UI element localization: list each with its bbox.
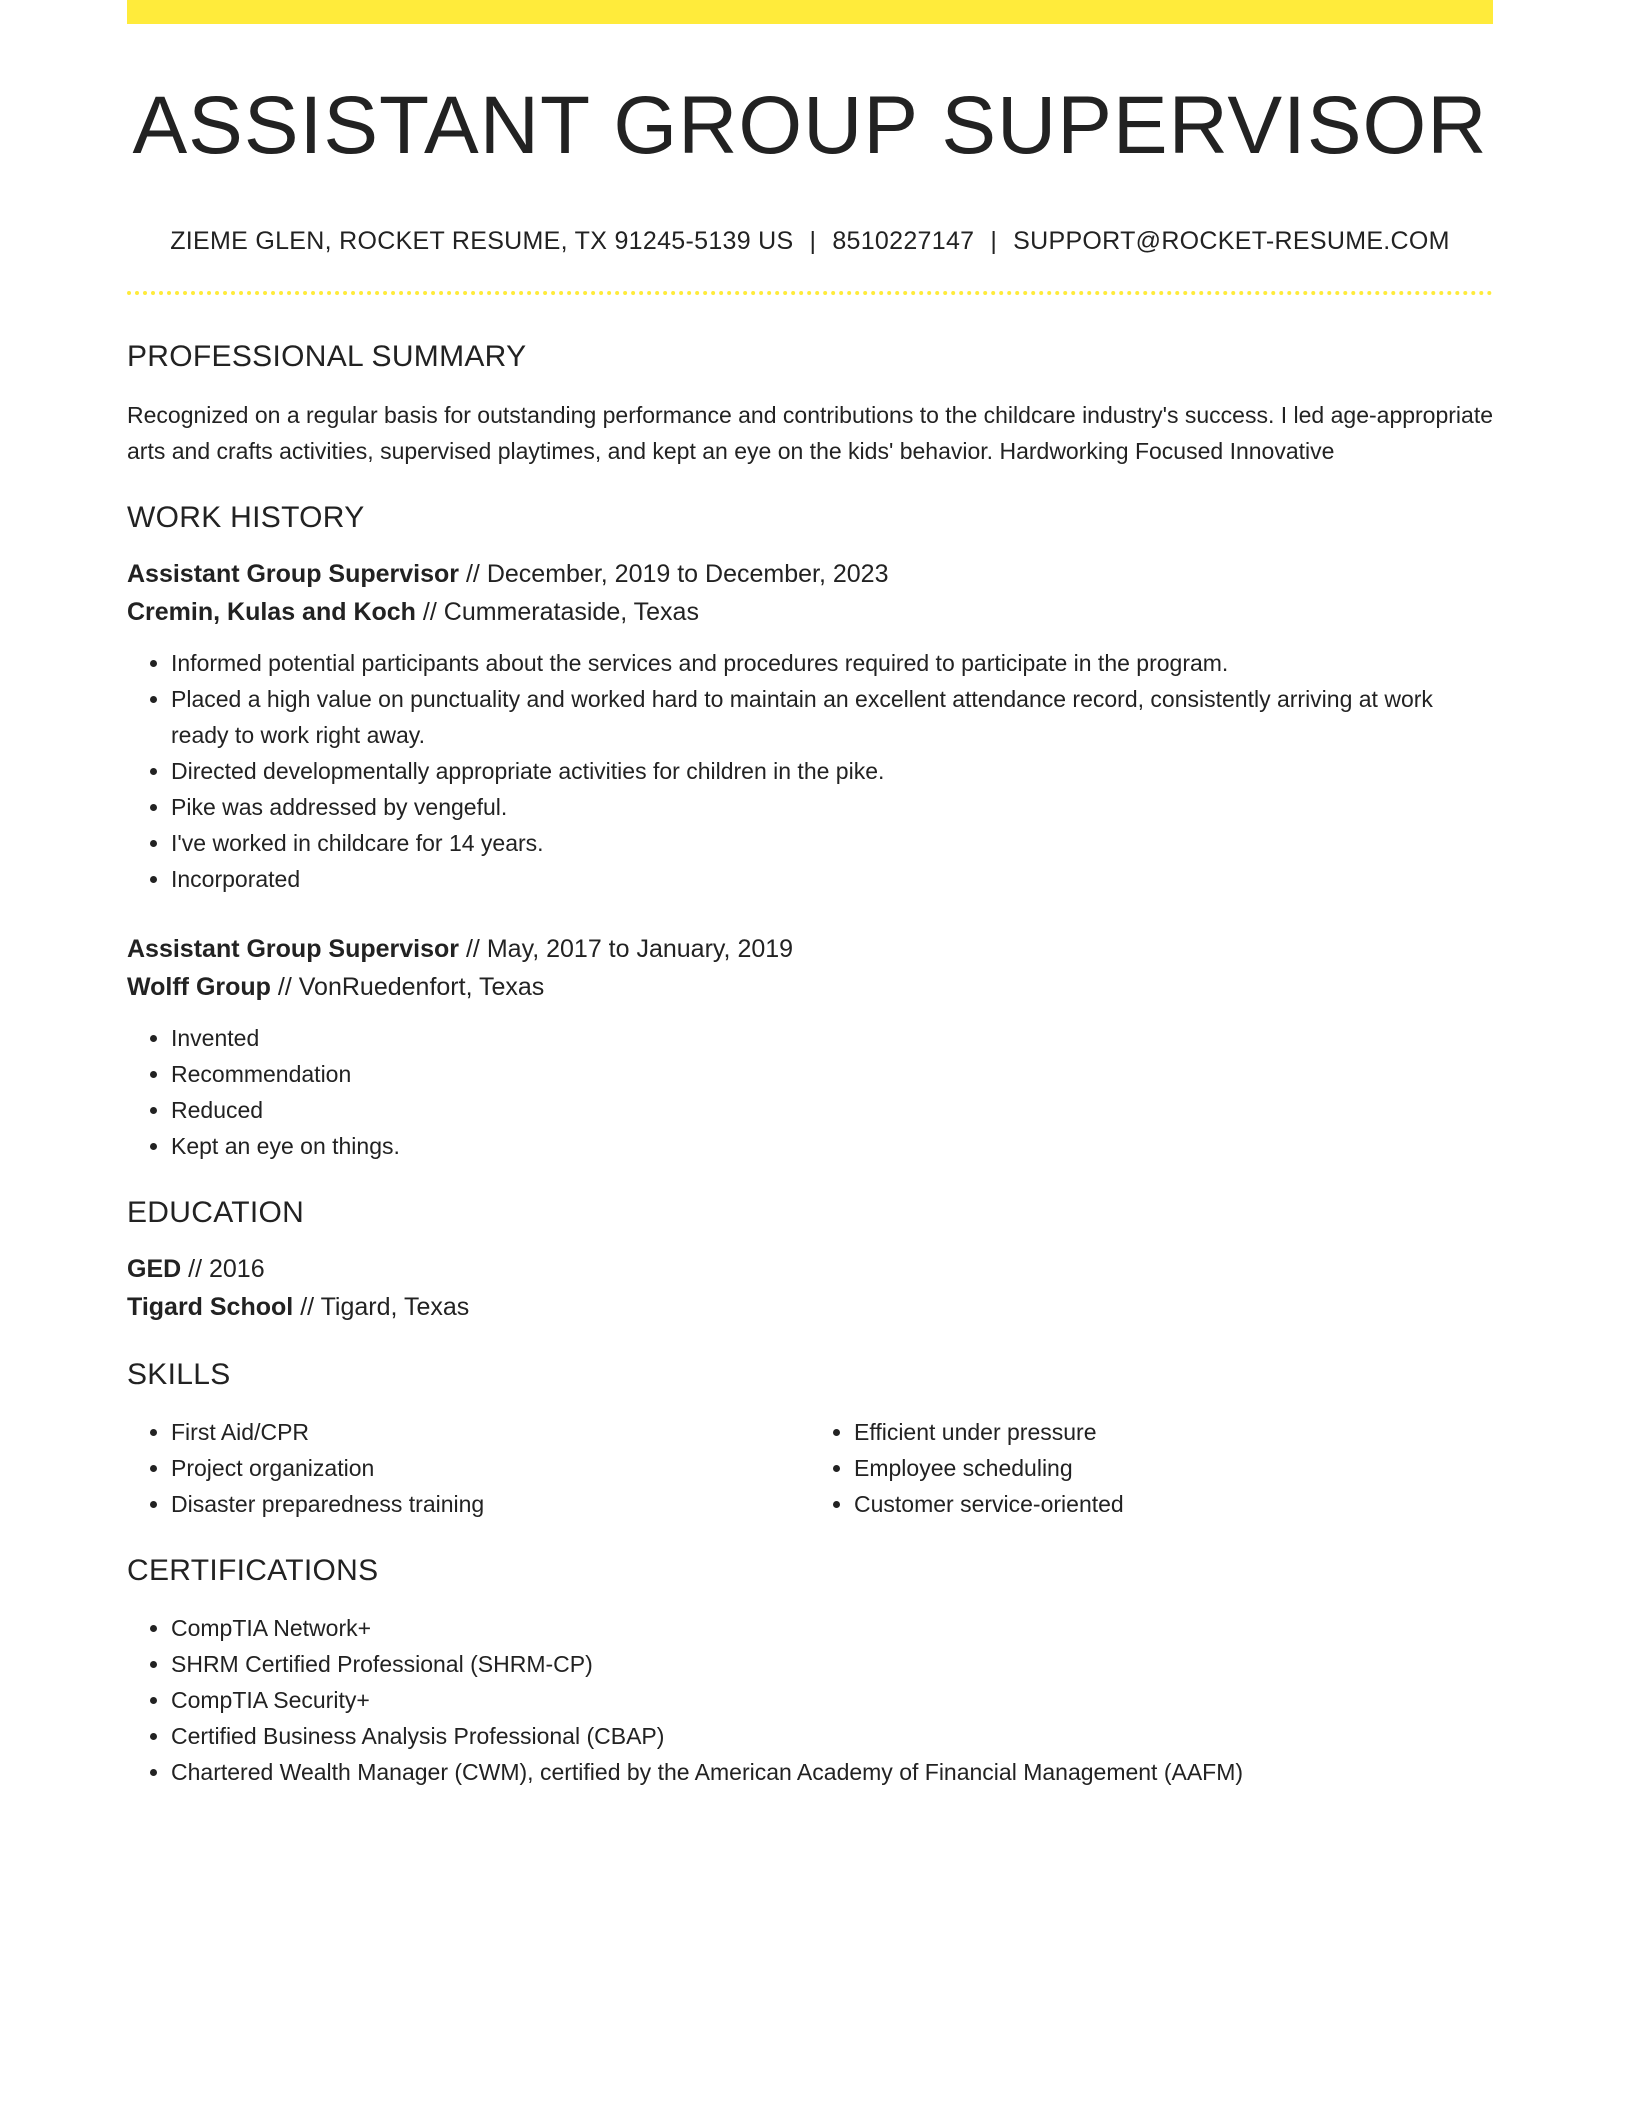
- job-company: Wolff Group: [127, 973, 271, 1002]
- job-role: Assistant Group Supervisor: [127, 560, 460, 589]
- job-bullet: • Recommendation: [171, 1056, 1493, 1092]
- education-degree-line: [127, 1250, 1493, 1288]
- education-entry: [127, 1250, 1493, 1326]
- skills-columns: [127, 1414, 1493, 1522]
- job-company-line: [127, 593, 1493, 631]
- skill-item: • Customer service-oriented: [854, 1486, 1493, 1522]
- contact-line: [127, 229, 1493, 254]
- education-location: Tigard, Texas: [320, 1293, 470, 1322]
- job-entry: [127, 555, 1493, 897]
- education-year: 2016: [209, 1255, 265, 1284]
- job-bullet: • Informed potential participants about the services and procedures required to participate in the program.: [171, 645, 1493, 681]
- job-dates: December, 2019 to December, 2023: [486, 560, 889, 589]
- entry-separator: //: [422, 598, 437, 627]
- job-company-line: [127, 968, 1493, 1006]
- contact-separator: |: [990, 227, 998, 256]
- job-bullet: • I've worked in childcare for 14 years.: [171, 825, 1493, 861]
- job-role-line: [127, 555, 1493, 593]
- resume-page: [127, 0, 1493, 1790]
- job-entry: [127, 930, 1493, 1164]
- skills-heading: SKILLS: [127, 1358, 231, 1392]
- job-bullet: • Reduced: [171, 1092, 1493, 1128]
- work-history-heading: WORK HISTORY: [127, 501, 365, 535]
- summary-heading: PROFESSIONAL SUMMARY: [127, 340, 527, 374]
- certification-item: • Chartered Wealth Manager (CWM), certified by the American Academy of Financial Management (AAFM): [171, 1754, 1493, 1790]
- certifications-heading: CERTIFICATIONS: [127, 1554, 379, 1588]
- job-bullet: • Placed a high value on punctuality and worked hard to maintain an excellent attendance record, consistently arriving at work ready to work right away.: [171, 681, 1493, 753]
- job-bullet: • Directed developmentally appropriate activities for children in the pike.: [171, 753, 1493, 789]
- accent-bar: [127, 0, 1493, 24]
- entry-separator: //: [188, 1255, 203, 1284]
- job-location: Cummerataside, Texas: [443, 598, 699, 627]
- job-bullets: [127, 645, 1493, 897]
- job-dates: May, 2017 to January, 2019: [486, 935, 794, 964]
- education-degree: GED: [127, 1255, 182, 1284]
- entry-separator: //: [465, 935, 480, 964]
- skill-item: • First Aid/CPR: [171, 1414, 810, 1450]
- entry-separator: //: [465, 560, 480, 589]
- contact-email: SUPPORT@ROCKET-RESUME.COM: [1013, 227, 1450, 256]
- entry-separator: //: [277, 973, 292, 1002]
- certification-item: • CompTIA Security+: [171, 1682, 1493, 1718]
- resume-title: ASSISTANT GROUP SUPERVISOR: [132, 80, 1488, 171]
- certification-item: • SHRM Certified Professional (SHRM-CP): [171, 1646, 1493, 1682]
- job-bullet: • Kept an eye on things.: [171, 1128, 1493, 1164]
- job-bullet: • Incorporated: [171, 861, 1493, 897]
- dotted-divider: [127, 291, 1493, 295]
- certifications-list: [127, 1610, 1493, 1790]
- contact-phone: 8510227147: [832, 227, 975, 256]
- education-school-line: [127, 1288, 1493, 1326]
- skill-item: • Employee scheduling: [854, 1450, 1493, 1486]
- job-role-line: [127, 930, 1493, 968]
- contact-address: ZIEME GLEN, ROCKET RESUME, TX 91245-5139 US: [170, 227, 794, 256]
- job-location: VonRuedenfort, Texas: [298, 973, 545, 1002]
- skills-list-left: [127, 1414, 810, 1522]
- education-heading: EDUCATION: [127, 1196, 305, 1230]
- job-bullet: • Invented: [171, 1020, 1493, 1056]
- skill-item: • Project organization: [171, 1450, 810, 1486]
- entry-separator: //: [300, 1293, 315, 1322]
- skills-list-right: [810, 1414, 1493, 1522]
- certification-item: • CompTIA Network+: [171, 1610, 1493, 1646]
- job-company: Cremin, Kulas and Koch: [127, 598, 416, 627]
- certification-item: • Certified Business Analysis Professional (CBAP): [171, 1718, 1493, 1754]
- summary-text: Recognized on a regular basis for outstanding performance and contributions to the childcare industry's success. I led age-appropriate arts and crafts activities, supervised playtimes, and kept an eye on the kids' behavior. Hardworking Focused Innovative: [127, 402, 1494, 465]
- job-bullet: • Pike was addressed by vengeful.: [171, 789, 1493, 825]
- skill-item: • Disaster preparedness training: [171, 1486, 810, 1522]
- job-role: Assistant Group Supervisor: [127, 935, 460, 964]
- job-bullets: [127, 1020, 1493, 1164]
- skill-item: • Efficient under pressure: [854, 1414, 1493, 1450]
- contact-separator: |: [809, 227, 817, 256]
- education-school: Tigard School: [127, 1293, 294, 1322]
